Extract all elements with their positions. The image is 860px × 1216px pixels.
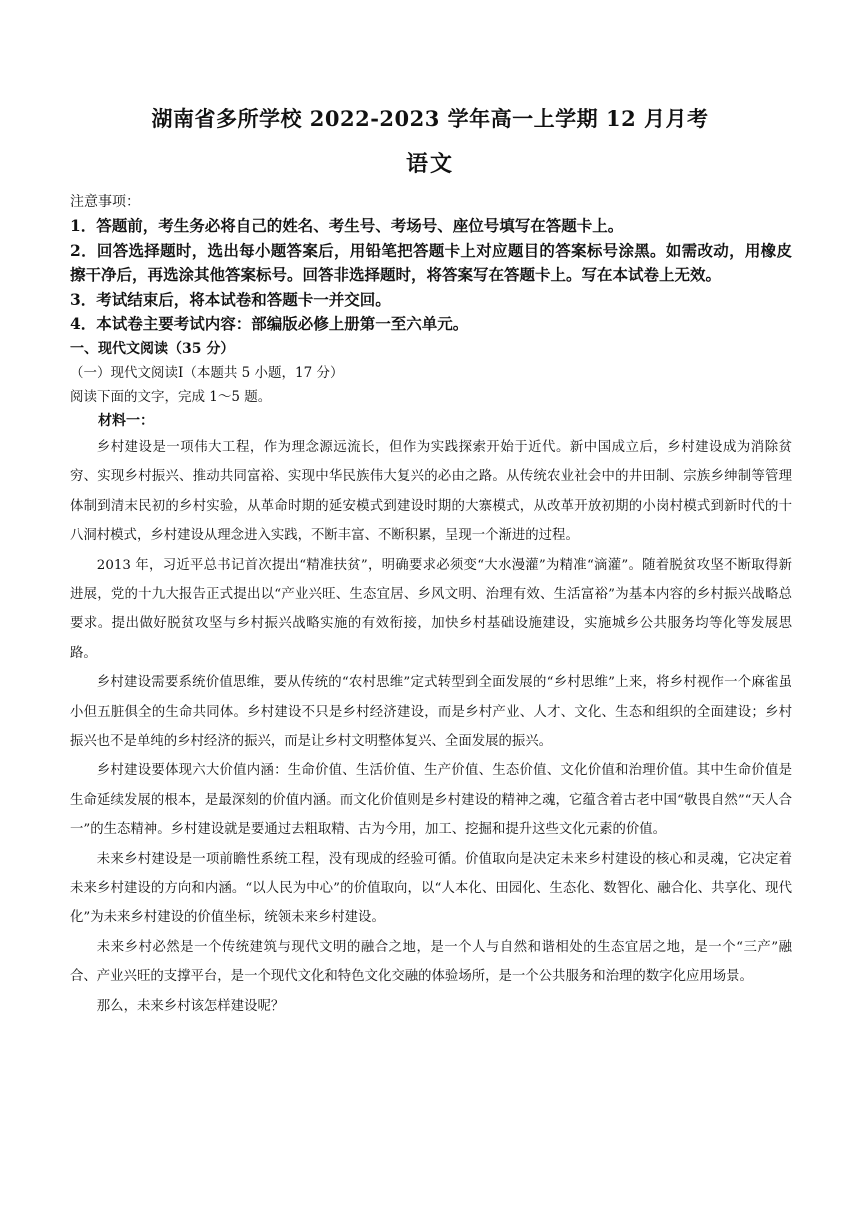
- paragraph-1: 乡村建设是一项伟大工程，作为理念源远流长，但作为实践探索开始于近代。新中国成立后，乡村建设成为消除贫穷、实现乡村振兴、推动共同富裕、实现中华民族伟大复兴的必由之路。从传统农业社会中的井田制、宗族乡绅制等管理体制到清末民初的乡村实验，从革命时期的延安模式到建设时期的大寨模式，从改革开放初期的小岗村模式到新时代的十八洞村模式，乡村建设从理念进入实践，不断丰富、不断积累，呈现一个渐进的过程。: [70, 439, 792, 544]
- notice-item-1: 1．答题前，考生务必将自己的姓名、考生号、考场号、座位号填写在答题卡上。: [70, 216, 624, 235]
- paragraph-6: 未来乡村必然是一个传统建筑与现代文明的融合之地，是一个人与自然和谐相处的生态宜居之地，是一个“三产”融合、产业兴旺的支撑平台，是一个现代文化和特色文化交融的体验场所，是一个公共服务和治理的数字化应用场景。: [70, 939, 792, 985]
- material-title: 材料一：: [98, 412, 154, 429]
- notice-item-3: 3．考试结束后，将本试卷和答题卡一并交回。: [70, 289, 391, 309]
- section-heading: 一、现代文阅读（35 分）: [70, 340, 235, 357]
- exam-title: 湖南省多所学校 2022-2023 学年高一上学期 12 月月考: [151, 106, 709, 131]
- reading-instruction: 阅读下面的文字，完成 1～5 题。: [70, 388, 272, 405]
- exam-content: [70, 190, 792, 1021]
- section-subheading: （一）现代文阅读Ⅰ（本题共 5 小题，17 分）: [70, 364, 344, 381]
- paragraph-2: 2013 年，习近平总书记首次提出“精准扶贫”，明确要求必须变“大水漫灌”为精准“滴灌”。随着脱贫攻坚不断取得新进展，党的十九大报告正式提出以“产业兴旺、生态宜居、乡风文明、治理有效、生活富裕”为基本内容的乡村振兴战略总要求。提出做好脱贫攻坚与乡村振兴战略实施的有效衔接，加快乡村基础设施建设，实施城乡公共服务均等化等发展思路。: [70, 557, 792, 661]
- notice-heading: 注意事项：: [70, 194, 140, 210]
- paragraph-5: 未来乡村建设是一项前瞻性系统工程，没有现成的经验可循。价值取向是决定未来乡村建设的核心和灵魂，它决定着未来乡村建设的方向和内涵。“以人民为中心”的价值取向，以“人本化、田园化、生态化、数智化、融合化、共享化、现代化”为未来乡村建设的价值坐标，统领未来乡村建设。: [70, 851, 792, 926]
- paragraph-3: 乡村建设需要系统价值思维，要从传统的“农村思维”定式转型到全面发展的“乡村思维”上来，将乡村视作一个麻雀虽小但五脏俱全的生命共同体。乡村建设不只是乡村经济建设，而是乡村产业、人才、文化、生态和组织的全面建设；乡村振兴也不是单纯的乡村经济的振兴，而是让乡村文明整体复兴、全面发展的振兴。: [70, 675, 792, 750]
- paragraph-7: 那么，未来乡村该怎样建设呢？: [96, 998, 285, 1014]
- notice-item-4: 4．本试卷主要考试内容：部编版必修上册第一至六单元。: [70, 314, 469, 334]
- paragraph-4: 乡村建设要体现六大价值内涵：生命价值、生活价值、生产价值、生态价值、文化价值和治理价值。其中生命价值是生命延续发展的根本，是最深刻的价值内涵。而文化价值则是乡村建设的精神之魂，它蕴含着古老中国“敬畏自然”“天人合一”的生态精神。乡村建设就是要通过去粗取精、古为今用，加工、挖掘和提升这些文化元素的价值。: [70, 763, 792, 838]
- notice-item-2: 2．回答选择题时，选出每小题答案后，用铅笔把答题卡上对应题目的答案标号涂黑。如需改动，用橡皮擦干净后，再选涂其他答案标号。回答非选择题时，将答案写在答题卡上。写在本试卷上无效。: [70, 240, 792, 285]
- subject-title: 语文: [405, 151, 454, 177]
